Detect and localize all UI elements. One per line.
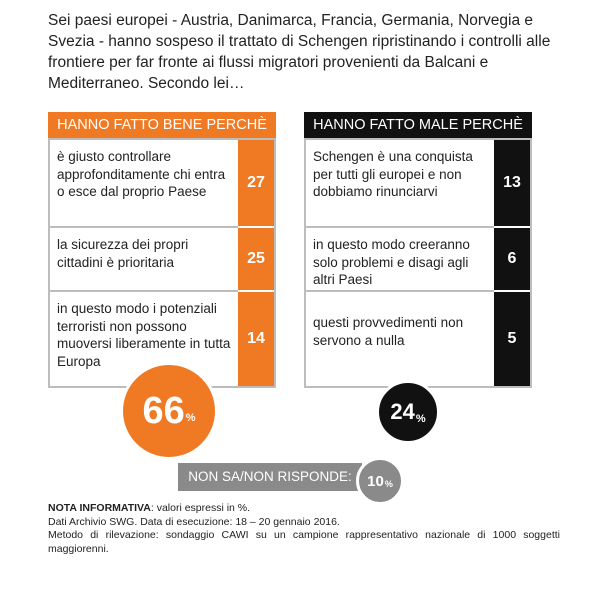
reason-row	[50, 228, 274, 290]
total-negative-circle	[376, 380, 440, 444]
panel-positive-header: HANNO FATTO BENE PERCHÈ	[48, 112, 276, 138]
reason-value: 6	[494, 228, 530, 290]
panel-positive	[48, 112, 276, 369]
reason-label: in questo modo i potenziali terroristi non possono muoversi liberamente in tutta Europa	[57, 301, 231, 369]
panel-negative-body	[304, 138, 532, 388]
panel-negative	[304, 112, 532, 348]
reason-label: Schengen è una conquista per tutti gli europei e non dobbiamo rinunciarvi	[313, 149, 473, 199]
total-positive-circle	[120, 362, 218, 460]
panel-negative-header: HANNO FATTO MALE PERCHÈ	[304, 112, 532, 138]
percent-sign: %	[415, 413, 426, 425]
panel-positive-body	[48, 138, 276, 388]
no-answer-bar: NON SA/NON RISPONDE:	[178, 463, 362, 491]
reason-label: è giusto controllare approfonditamente chi entra o esce dal proprio Paese	[57, 149, 226, 199]
reason-label: questi provvedimenti non servono a nulla	[313, 315, 464, 348]
nota-line	[48, 502, 560, 516]
method-line: Metodo di rilevazione: sondaggio CAWI su un campione rappresentativo nazionale di 1000 soggetti maggiorenni.	[48, 529, 560, 555]
reason-row	[306, 292, 530, 386]
reason-label: in questo modo creeranno solo problemi e disagi agli altri Paesi	[313, 237, 470, 287]
reason-value: 14	[238, 292, 274, 386]
reason-label: la sicurezza dei propri cittadini è prioritaria	[57, 237, 189, 270]
reason-value: 25	[238, 228, 274, 290]
source-line: Dati Archivio SWG. Data di esecuzione: 18 – 20 gennaio 2016.	[48, 515, 340, 528]
reason-value: 5	[494, 292, 530, 386]
total-positive-value: 66	[142, 389, 185, 432]
reason-value: 27	[238, 140, 274, 226]
reason-value: 13	[494, 140, 530, 226]
percent-sign: %	[185, 412, 196, 424]
footnotes	[48, 502, 560, 556]
no-answer-value: 10	[367, 472, 384, 490]
reason-row	[50, 140, 274, 226]
reason-row	[306, 228, 530, 290]
percent-sign: %	[384, 479, 393, 489]
nota-label: NOTA INFORMATIVA	[48, 502, 151, 514]
total-negative-value: 24	[390, 399, 415, 424]
reason-row	[306, 140, 530, 226]
no-answer-circle	[356, 457, 404, 505]
nota-text: : valori espressi in %.	[150, 502, 251, 514]
intro-text: Sei paesi europei - Austria, Danimarca, Francia, Germania, Norvegia e Svezia - hanno sospeso il trattato di Schengen ripristinando i controlli alle frontiere per far fronte ai flussi migratori provenienti da Balcani e Mediterraneo. Secondo lei…	[48, 12, 551, 92]
